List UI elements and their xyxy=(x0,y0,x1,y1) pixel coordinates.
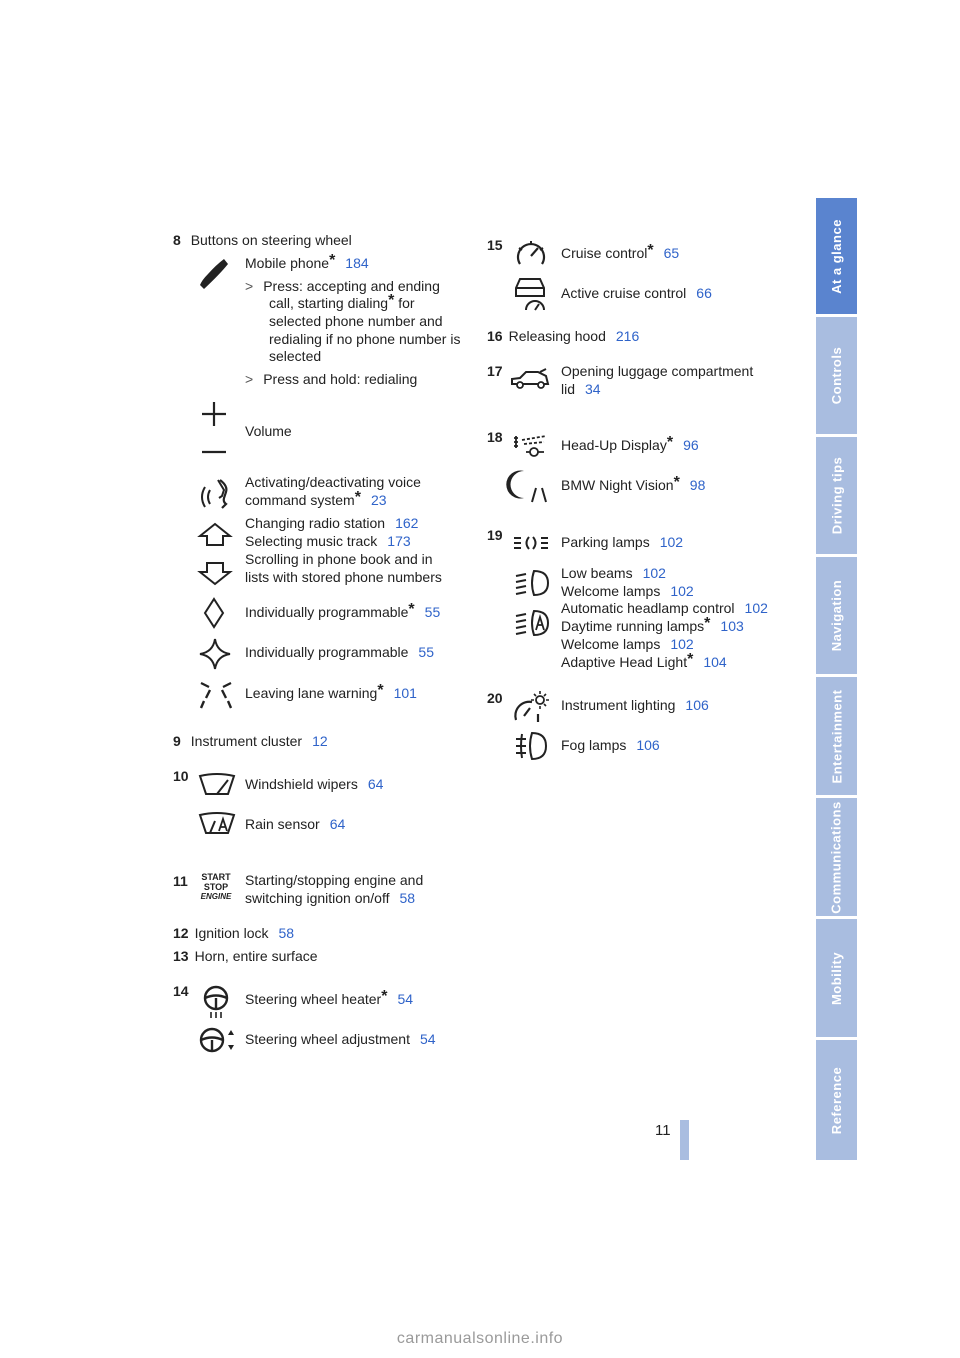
option-star: * xyxy=(647,242,654,259)
page-link[interactable]: 23 xyxy=(370,492,387,508)
bullet-hold xyxy=(245,371,417,389)
bullet-press-line: selected phone number and xyxy=(269,313,443,329)
bullet-press-line xyxy=(269,292,415,313)
start-stop-entry-line2 xyxy=(245,890,415,908)
active-cruise-entry xyxy=(561,285,712,303)
entry-label: Instrument lighting xyxy=(561,697,676,713)
entry-label: Rain sensor xyxy=(245,816,320,832)
section-14-number: 14 xyxy=(173,983,189,999)
tab-label: Communications xyxy=(829,800,844,914)
tab-reference[interactable] xyxy=(816,1040,857,1160)
tab-label: Navigation xyxy=(829,579,844,652)
option-star: * xyxy=(329,252,336,269)
section-11-number: 11 xyxy=(173,873,188,889)
entry-label: Steering wheel adjustment xyxy=(245,1031,410,1047)
section-18-number: 18 xyxy=(487,429,503,445)
bullet-press-line: redialing if no phone number is xyxy=(269,331,461,347)
adaptive-headlight-entry xyxy=(561,651,727,672)
tab-label: Entertainment xyxy=(829,689,844,783)
parking-lamps-icon xyxy=(512,534,550,552)
star-diamond-icon xyxy=(198,637,232,671)
entry-label: Individually programmable xyxy=(245,644,409,660)
lane-departure-icon xyxy=(198,678,234,710)
minus-icon xyxy=(200,444,228,460)
mobile-phone-entry xyxy=(245,252,369,273)
low-beam-icon xyxy=(514,568,548,598)
page-link[interactable]: 58 xyxy=(399,890,416,906)
start-stop-entry-line1: Starting/stopping engine and xyxy=(245,872,424,888)
luggage-compartment-icon xyxy=(510,368,550,390)
low-beams-entry xyxy=(561,565,666,583)
tab-label: At a glance xyxy=(829,218,845,294)
page-link[interactable]: 102 xyxy=(659,534,684,550)
entry-label: Adaptive Head Light xyxy=(561,654,688,670)
auto-headlamp-entry xyxy=(561,600,768,618)
page-link[interactable]: 54 xyxy=(420,1031,436,1047)
tab-controls[interactable] xyxy=(816,317,857,434)
luggage-entry-line2 xyxy=(561,381,601,399)
start-stop-engine-icon: STOP xyxy=(203,882,229,892)
programmable-entry-1 xyxy=(245,601,441,622)
voice-command-icon xyxy=(198,476,234,512)
tab-communications[interactable] xyxy=(816,798,857,916)
tab-label: Mobility xyxy=(829,951,845,1005)
start-stop-engine-icon: ENGINE xyxy=(200,892,232,901)
welcome-lamps-entry-1 xyxy=(561,583,694,601)
instrument-lighting-icon xyxy=(512,690,550,724)
tab-label: Reference xyxy=(829,1066,844,1134)
page-link[interactable]: 102 xyxy=(744,600,768,616)
page-link[interactable]: 102 xyxy=(642,565,666,581)
section-13 xyxy=(173,948,318,966)
hud-entry xyxy=(561,434,699,455)
entry-label: Windshield wipers xyxy=(245,776,358,792)
entry-label: Low beams xyxy=(561,565,633,581)
tab-driving-tips[interactable] xyxy=(816,437,857,554)
phone-icon xyxy=(196,256,230,292)
night-vision-icon xyxy=(512,468,548,504)
bullet-marker: > xyxy=(245,371,254,387)
page-link[interactable]: 12 xyxy=(312,733,328,749)
parking-entry xyxy=(561,534,683,552)
wipers-entry xyxy=(245,776,383,794)
page-link[interactable]: 55 xyxy=(424,604,441,620)
section-16 xyxy=(487,328,639,346)
cruise-entry xyxy=(561,242,680,263)
entry-label: Head-Up Display xyxy=(561,437,667,453)
page-link[interactable]: 104 xyxy=(703,654,727,670)
luggage-entry-line1: Opening luggage compartment xyxy=(561,363,754,379)
page-link[interactable]: 34 xyxy=(585,381,601,397)
rain-sensor-entry xyxy=(245,816,345,834)
entry-label: Individually programmable xyxy=(245,604,409,620)
volume-entry: Volume xyxy=(245,423,292,439)
section-title: Releasing hood xyxy=(508,328,606,344)
page-link[interactable]: 102 xyxy=(670,636,694,652)
page-link[interactable]: 65 xyxy=(663,245,680,261)
tab-label: Driving tips xyxy=(829,456,845,535)
entry-label: Cruise control xyxy=(561,245,648,261)
section-17-number: 17 xyxy=(487,363,503,379)
instrument-lighting-entry xyxy=(561,697,709,715)
page-link[interactable]: 96 xyxy=(683,437,699,453)
tab-label: Controls xyxy=(829,346,845,405)
adjust-entry xyxy=(245,1031,436,1049)
entry-label: Welcome lamps xyxy=(561,636,661,652)
section-19-number: 19 xyxy=(487,527,503,543)
option-star: * xyxy=(354,489,361,506)
option-star: * xyxy=(377,682,384,699)
arrow-up-icon xyxy=(198,522,232,548)
entry-label: Changing radio station xyxy=(245,515,386,531)
section-10-number: 10 xyxy=(173,768,189,784)
bullet-text: Press: accepting and ending xyxy=(263,278,440,294)
option-star: * xyxy=(704,615,711,632)
entry-label: Parking lamps xyxy=(561,534,650,550)
option-star: * xyxy=(408,601,415,618)
bullet-text: call, starting dialing xyxy=(269,295,389,311)
entry-label: Active cruise control xyxy=(561,285,687,301)
entry-label: lid xyxy=(561,381,576,397)
section-number: 16 xyxy=(487,328,503,344)
page-link[interactable]: 106 xyxy=(685,697,709,713)
section-15-number: 15 xyxy=(487,237,503,253)
auto-headlamp-icon xyxy=(514,608,550,638)
tab-at-a-glance[interactable] xyxy=(816,198,857,314)
heater-entry xyxy=(245,988,414,1009)
bullet-text: Press and hold: redialing xyxy=(263,371,418,387)
active-cruise-icon xyxy=(512,274,548,312)
fog-lamps-icon xyxy=(514,730,548,762)
voice-entry-line1: Activating/deactivating voice xyxy=(245,474,421,490)
entry-label: Leaving lane warning xyxy=(245,685,378,701)
page-link[interactable]: 184 xyxy=(345,255,369,271)
page-link[interactable]: 98 xyxy=(689,477,706,493)
programmable-entry-2 xyxy=(245,644,434,662)
arrow-down-icon xyxy=(198,560,232,586)
bullet-marker: > xyxy=(245,278,254,294)
page-marker-bar xyxy=(680,1120,689,1160)
radio-entry xyxy=(245,515,418,533)
option-star: * xyxy=(666,434,674,451)
page-link[interactable]: 64 xyxy=(367,776,384,792)
bullet-press xyxy=(245,278,440,296)
entry-label: Automatic headlamp control xyxy=(561,600,735,616)
scroll-entry-line2: lists with stored phone numbers xyxy=(245,569,442,585)
entry-label: switching ignition on/off xyxy=(245,890,390,906)
page-link[interactable]: 102 xyxy=(670,583,694,599)
night-vision-entry xyxy=(561,474,706,495)
tab-entertainment[interactable] xyxy=(816,677,857,795)
section-number: 9 xyxy=(173,733,181,749)
option-star: * xyxy=(673,474,680,491)
page-link[interactable]: 216 xyxy=(615,328,640,344)
steering-adjust-icon xyxy=(198,1024,236,1056)
entry-label: Steering wheel heater xyxy=(245,991,382,1007)
section-9 xyxy=(173,733,328,751)
voice-entry-line2 xyxy=(245,489,387,510)
page-link[interactable]: 64 xyxy=(329,816,346,832)
entry-label: BMW Night Vision xyxy=(561,477,674,493)
section-title: Instrument cluster xyxy=(190,733,303,749)
entry-label: command system xyxy=(245,492,355,508)
entry-label: Mobile phone xyxy=(245,255,330,271)
section-title: Ignition lock xyxy=(194,925,269,941)
scroll-entry-line1: Scrolling in phone book and in xyxy=(245,551,433,567)
footer-watermark: carmanualsonline.info xyxy=(396,1330,564,1347)
page-link[interactable]: 173 xyxy=(387,533,411,549)
section-20-number: 20 xyxy=(487,690,503,706)
section-number: 12 xyxy=(173,925,189,941)
entry-label: Welcome lamps xyxy=(561,583,661,599)
entry-label: Daytime running lamps xyxy=(561,618,705,634)
steering-heater-icon xyxy=(200,984,232,1020)
start-stop-engine-icon xyxy=(198,872,234,906)
bullet-text: for xyxy=(398,295,415,311)
page-link[interactable]: 162 xyxy=(395,515,419,531)
head-up-display-icon xyxy=(512,434,550,458)
entry-label: Selecting music track xyxy=(245,533,378,549)
drl-entry xyxy=(561,615,744,636)
wiper-icon xyxy=(198,772,236,798)
tab-navigation[interactable] xyxy=(816,557,857,674)
section-12 xyxy=(173,925,294,943)
section-number: 8 xyxy=(173,232,181,248)
section-8 xyxy=(173,232,352,250)
page-link[interactable]: 54 xyxy=(397,991,414,1007)
section-title: Buttons on steering wheel xyxy=(190,232,352,248)
page-link[interactable]: 101 xyxy=(393,685,417,701)
start-stop-engine-icon: START xyxy=(201,872,231,882)
option-star: * xyxy=(388,292,395,309)
tab-mobility[interactable] xyxy=(816,919,857,1037)
option-star: * xyxy=(687,651,694,668)
track-entry xyxy=(245,533,411,551)
page-link[interactable]: 58 xyxy=(278,925,295,941)
page-link[interactable]: 106 xyxy=(636,737,660,753)
cruise-control-icon xyxy=(514,238,548,270)
page-link[interactable]: 103 xyxy=(720,618,744,634)
page-link[interactable]: 66 xyxy=(696,285,712,301)
option-star: * xyxy=(381,988,388,1005)
rain-sensor-icon xyxy=(198,811,236,837)
plus-icon xyxy=(200,400,228,428)
lane-warning-entry xyxy=(245,682,417,703)
page-number: 11 xyxy=(655,1122,671,1139)
page-link[interactable]: 55 xyxy=(418,644,434,660)
welcome-lamps-entry-2 xyxy=(561,636,694,654)
section-title: Horn, entire surface xyxy=(194,948,318,964)
bullet-press-line: selected xyxy=(269,348,322,364)
fog-lamps-entry xyxy=(561,737,660,755)
entry-label: Fog lamps xyxy=(561,737,627,753)
section-number: 13 xyxy=(173,948,189,964)
diamond-icon xyxy=(202,597,226,629)
